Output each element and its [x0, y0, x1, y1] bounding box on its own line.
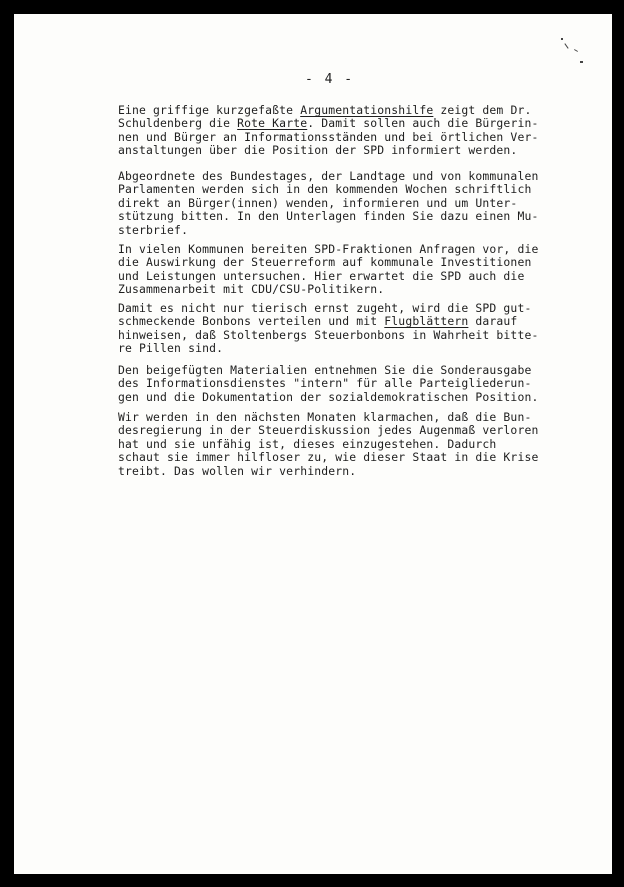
text-line: sterbrief. [118, 222, 189, 237]
text-line: treibt. Das wollen wir verhindern. [118, 463, 357, 478]
text-line: Schuldenberg die Rote Karte. Damit sollen auch die Bürgerin- [118, 116, 539, 131]
paragraph-kommunen [118, 243, 568, 297]
text-line: Wir werden in den nächsten Monaten klarmachen, daß die Bun- [118, 410, 532, 424]
paragraph-abgeordnete [118, 170, 568, 237]
text-line: Zusammenarbeit mit CDU/CSU-Politikern. [118, 282, 385, 297]
paragraph-bonbons [118, 302, 568, 356]
text-line: direkt an Bürger(innen) wenden, informieren und um Unter- [118, 195, 518, 210]
text-line: Parlamenten werden sich in den kommenden Wochen schriftlich [118, 182, 532, 197]
text-line: re Pillen sind. [118, 341, 224, 356]
text-line: Eine griffige kurzgefaßte Argumentationshilfe zeigt dem Dr. [118, 103, 532, 117]
text-line: die Auswirkung der Steuerreform auf kommunale Investitionen [118, 255, 532, 270]
text-line: Abgeordnete des Bundestages, der Landtage und von kommunalen [118, 169, 539, 183]
text-line: des Informationsdienstes "intern" für alle Parteigliederun- [118, 376, 532, 391]
text-line: In vielen Kommunen bereiten SPD-Fraktionen Anfragen vor, die [118, 242, 539, 256]
text-line: stützung bitten. In den Unterlagen finden Sie dazu einen Mu- [118, 209, 539, 224]
underlined-phrase: Flugblättern [384, 314, 469, 329]
text-line: desregierung in der Steuerdiskussion jedes Augenmaß verloren [118, 423, 539, 438]
scan-mark [580, 61, 583, 63]
scan-mark [561, 38, 563, 40]
text-line: schmeckende Bonbons verteilen und mit Flugblättern darauf [118, 314, 518, 329]
text-line: gen und die Dokumentation der sozialdemokratischen Position. [118, 389, 539, 404]
text-line: schaut sie immer hilfloser zu, wie dieser Staat in die Krise [118, 450, 539, 465]
text-line: hat und sie unfähig ist, dieses einzugestehen. Dadurch [118, 436, 497, 451]
underlined-phrase: Argumentationshilfe [300, 103, 434, 117]
text-line: nen und Bürger an Informationsständen und bei örtlichen Ver- [118, 129, 539, 144]
text-line: und Leistungen untersuchen. Hier erwartet die SPD auch die [118, 268, 525, 283]
text-line: Den beigefügten Materialien entnehmen Sie die Sonderausgabe [118, 363, 532, 377]
paragraph-argumentationshilfe [118, 104, 568, 158]
text-line: hinweisen, daß Stoltenbergs Steuerbonbons in Wahrheit bitte- [118, 327, 539, 342]
text-line: Damit es nicht nur tierisch ernst zugeht, wird die SPD gut- [118, 301, 532, 315]
paragraph-materialien [118, 364, 568, 404]
text-line: anstaltungen über die Position der SPD informiert werden. [118, 143, 518, 158]
underlined-phrase: Rote Karte [237, 116, 308, 131]
page-number: - 4 - [305, 72, 355, 87]
paragraph-bundesregierung [118, 411, 568, 478]
